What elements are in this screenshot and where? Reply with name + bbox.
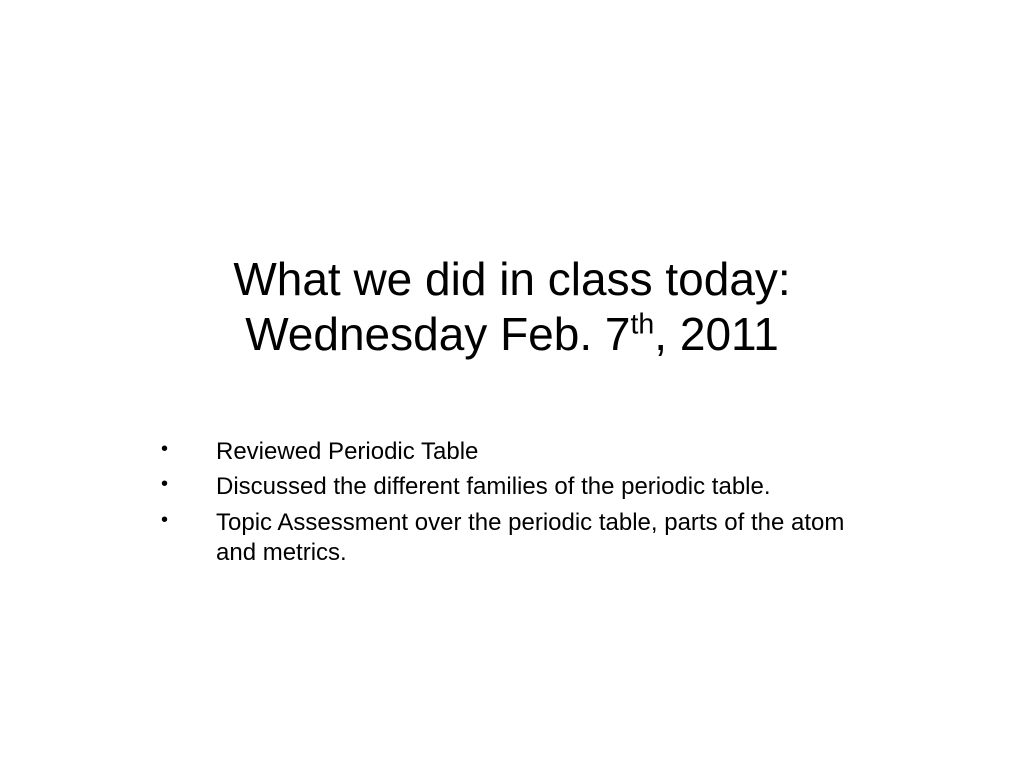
bullet-text: Discussed the different families of the periodic table. bbox=[216, 473, 771, 501]
title-date-suffix: , 2011 bbox=[654, 308, 779, 361]
title-date-prefix: Wednesday Feb. 7 bbox=[245, 308, 631, 361]
list-item bbox=[158, 437, 878, 467]
list-item bbox=[158, 472, 878, 502]
bullet-text: Reviewed Periodic Table bbox=[216, 438, 479, 465]
bullet-icon: • bbox=[161, 438, 169, 460]
bullet-icon: • bbox=[161, 508, 169, 531]
list-item bbox=[158, 508, 878, 569]
bullet-list bbox=[158, 437, 878, 574]
title-line-1: What we did in class today: bbox=[233, 253, 791, 305]
title-date-ordinal: th bbox=[630, 308, 655, 341]
title-line-2 bbox=[110, 307, 914, 362]
bullet-text: Topic Assessment over the periodic table, parts of the atom and metrics. bbox=[216, 508, 845, 567]
bullet-icon: • bbox=[161, 473, 169, 496]
slide-title bbox=[110, 252, 914, 362]
